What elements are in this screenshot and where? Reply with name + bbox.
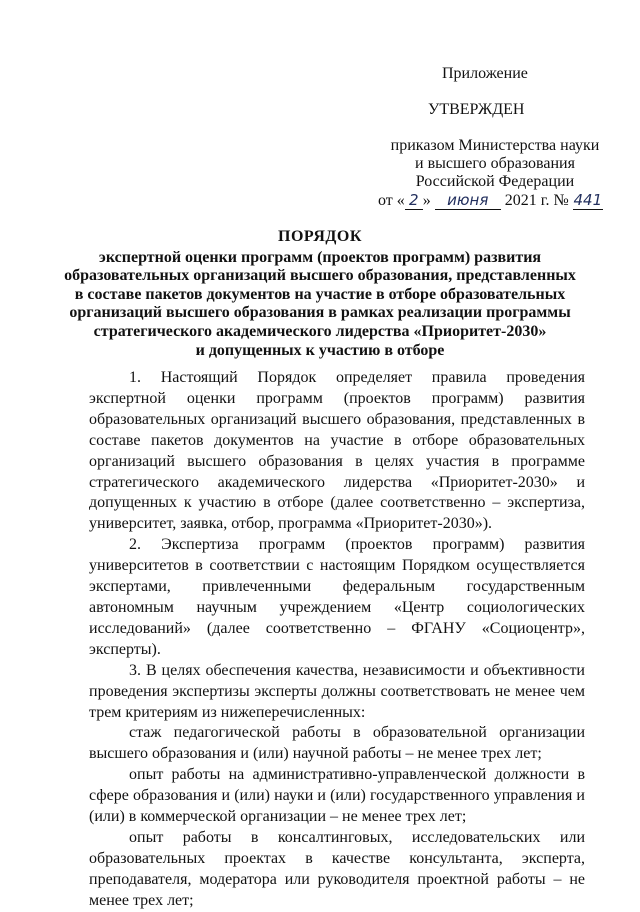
date-prefix: от «: [378, 192, 405, 209]
handwritten-day: 2: [405, 191, 423, 210]
approved-label: УТВЕРЖДЕН: [428, 101, 525, 118]
document-title: [60, 228, 580, 360]
handwritten-order-number: 441: [573, 191, 603, 209]
title-line: экспертной оценки программ (проектов программ) развития: [98, 248, 542, 266]
title-line: в составе пакетов документов на участие в отборе образовательных: [74, 285, 566, 303]
paragraph: опыт работы в консалтинговых, исследовательских или образовательных проектах в качестве консультанта, эксперта, преподавателя, модератора или руководителя проектной работы – не менее трех лет;: [89, 828, 585, 909]
handwritten-month: июня: [435, 191, 501, 210]
title-line: организаций высшего образования в рамках реализации программы: [69, 304, 571, 322]
title-line: образовательных организаций высшего образования, представленных: [64, 267, 576, 285]
document-body: [89, 368, 585, 912]
paragraph: стаж педагогической работы в образовательной организации высшего образования и (или) научной работы – не менее трех лет;: [89, 724, 585, 763]
order-line: Российской Федерации: [415, 173, 575, 190]
order-reference: [380, 137, 610, 191]
order-line: приказом Министерства науки: [390, 137, 600, 154]
paragraph: опыт работы на административно-управленческой должности в сфере образования и (или) науки и (или) государственного управления и (или) в коммерческой организации – не менее трех лет;: [89, 766, 585, 826]
appendix-label: Приложение: [442, 65, 528, 82]
date-year: 2021 г. №: [504, 192, 569, 209]
order-line: и высшего образования: [415, 155, 575, 172]
date-mid: »: [422, 192, 431, 209]
title-line: стратегического академического лидерства «Приоритет-2030»: [93, 322, 547, 340]
paragraph: 3. В целях обеспечения качества, независимости и объективности проведения экспертизы эксперты должны соответствовать не менее чем трем критериям из нижеперечисленных:: [89, 661, 585, 721]
paragraph: 1. Настоящий Порядок определяет правила проведения экспертной оценки программ (проектов программ) развития образовательных организаций высшего образования, представленных в составе пакетов документов на участие в отборе образовательных организаций высшего образования в целях участия в программе стратегического академического лидерства «Приоритет-2030» и допущенных к участию в отборе (далее соответственно – экспертиза, университет, заявка, отбор, программа «Приоритет-2030»).: [89, 369, 585, 533]
order-date-line: [378, 191, 603, 210]
title-heading: ПОРЯДОК: [278, 228, 362, 245]
paragraph: 2. Экспертиза программ (проектов программ) развития университетов в соответствии с настоящим Порядком осуществляется экспертами, привлеченными федеральным государственным автономным научным учреждением «Центр социологических исследований» (далее соответственно – ФГАНУ «Социоцентр», эксперты).: [89, 536, 585, 658]
title-line: и допущенных к участию в отборе: [195, 341, 445, 359]
